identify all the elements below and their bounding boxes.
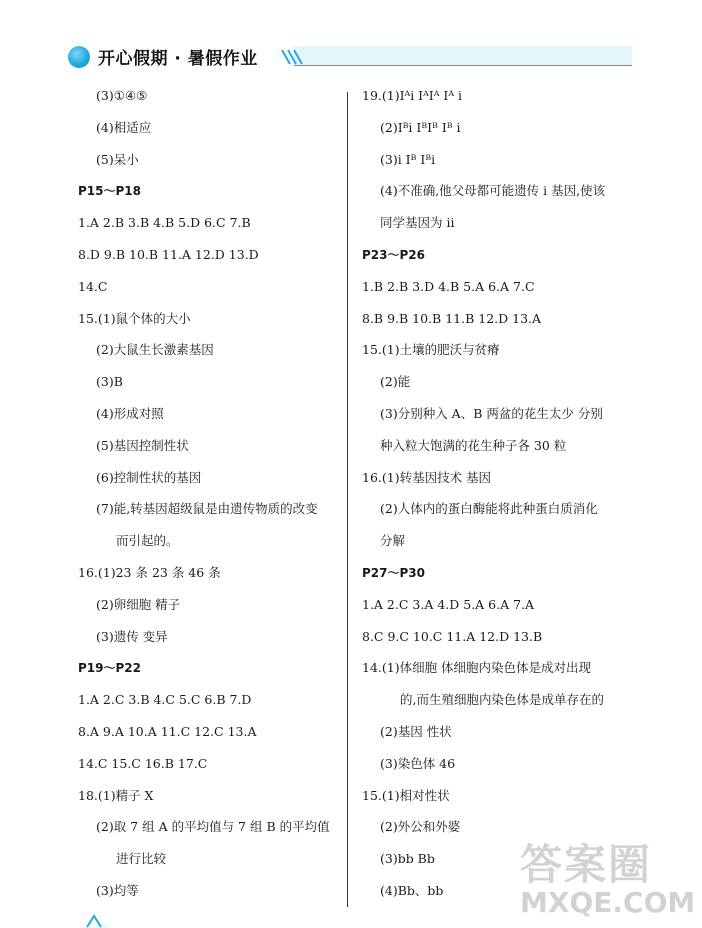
answer-line: 8.B 9.B 10.B 11.B 12.D 13.A xyxy=(362,310,542,326)
watermark-bottom-text: MXQE.COM xyxy=(520,886,696,919)
answer-line: 15.(1)土壤的肥沃与贫瘠 xyxy=(362,342,500,358)
answer-line: 1.A 2.C 3.A 4.D 5.A 6.A 7.A xyxy=(362,596,535,612)
corner-triangle-icon xyxy=(86,914,102,928)
answer-line: 14.(1)体细胞 体细胞内染色体是成对出现 xyxy=(362,660,592,676)
answer-line: (3)B xyxy=(96,374,123,390)
answer-line: (7)能,转基因超级鼠是由遗传物质的改变 xyxy=(96,501,318,517)
answer-line: 15.(1)鼠个体的大小 xyxy=(78,310,191,326)
answer-line: (3)分别种入 A、B 两盆的花生太少 分别 xyxy=(380,406,603,421)
answer-line: (5)基因控制性状 xyxy=(96,437,189,453)
answer-line: 18.(1)精子 X xyxy=(78,787,154,803)
answer-line: (2)Iᴮi IᴮIᴮ Iᴮ i xyxy=(380,119,461,135)
answer-line: 8.C 9.C 10.C 11.A 12.D 13.B xyxy=(362,628,543,644)
answer-line: (4)相适应 xyxy=(96,119,152,135)
answer-line: (5)呆小 xyxy=(96,151,139,167)
answer-line: (4)形成对照 xyxy=(96,406,164,421)
answer-line: 种入粒大饱满的花生种子各 30 粒 xyxy=(380,437,567,453)
answer-line: (2)能 xyxy=(380,374,411,390)
answer-line: 1.B 2.B 3.D 4.B 5.A 6.A 7.C xyxy=(362,278,535,294)
watermark-top-text: 答案圈 xyxy=(520,840,653,889)
answer-line: 1.A 2.B 3.B 4.B 5.D 6.C 7.B xyxy=(78,215,251,231)
slashes-decoration-icon xyxy=(280,48,304,66)
answer-line: 而引起的。 xyxy=(116,533,179,549)
answer-line: 8.D 9.B 10.B 11.A 12.D 13.D xyxy=(78,247,259,262)
section-heading: P27～P30 xyxy=(362,566,425,580)
answer-line: (6)控制性状的基因 xyxy=(96,469,202,485)
answer-line: (3)遗传 变异 xyxy=(96,628,168,644)
answer-line: 分解 xyxy=(380,533,406,549)
answer-line: (2)外公和外婆 xyxy=(380,819,461,835)
answer-line: 进行比较 xyxy=(116,851,167,867)
circle-logo-icon xyxy=(68,46,90,68)
column-divider xyxy=(347,92,348,907)
answer-line: (2)取 7 组 A 的平均值与 7 组 B 的平均值 xyxy=(96,819,330,835)
answer-line: (3)①④⑤ xyxy=(96,88,148,103)
answer-line: 14.C 15.C 16.B 17.C xyxy=(78,755,208,771)
answer-line: (3)染色体 46 xyxy=(380,755,456,771)
answer-line: (3)均等 xyxy=(96,883,139,898)
answer-line: 14.C xyxy=(78,278,108,294)
answer-line: 8.A 9.A 10.A 11.C 12.C 13.A xyxy=(78,724,257,739)
header-band xyxy=(294,46,632,66)
answer-line: 19.(1)Iᴬi IᴬIᴬ Iᴬ i xyxy=(362,88,462,103)
answer-line: 16.(1)转基因技术 基因 xyxy=(362,469,492,485)
header-underline xyxy=(294,65,632,66)
answer-line: 1.A 2.C 3.B 4.C 5.C 6.B 7.D xyxy=(78,692,252,708)
header-title: 开心假期 · 暑假作业 xyxy=(98,49,258,69)
answer-line: 同学基因为 ii xyxy=(380,215,455,231)
page-header xyxy=(68,40,636,74)
watermark xyxy=(520,832,696,926)
answer-line: 的,而生殖细胞内染色体是成单存在的 xyxy=(400,692,604,708)
answer-line: 16.(1)23 条 23 条 46 条 xyxy=(78,565,221,580)
section-heading: P23～P26 xyxy=(362,248,425,262)
answer-line: (4)不准确,他父母都可能遗传 i 基因,使该 xyxy=(380,183,606,199)
answer-line: (2)人体内的蛋白酶能将此种蛋白质消化 xyxy=(380,501,598,517)
answer-line: 15.(1)相对性状 xyxy=(362,787,450,803)
answer-line: (3)i Iᴮ Iᴮi xyxy=(380,151,436,167)
answer-line: (2)卵细胞 精子 xyxy=(96,596,181,612)
section-heading: P19～P22 xyxy=(78,661,141,676)
answer-line: (3)bb Bb xyxy=(380,851,435,867)
answer-line: (4)Bb、bb xyxy=(380,883,444,898)
answer-line: (2)大鼠生长激素基因 xyxy=(96,342,214,358)
answer-line: (2)基因 性状 xyxy=(380,724,452,739)
section-heading: P15～P18 xyxy=(78,184,141,199)
